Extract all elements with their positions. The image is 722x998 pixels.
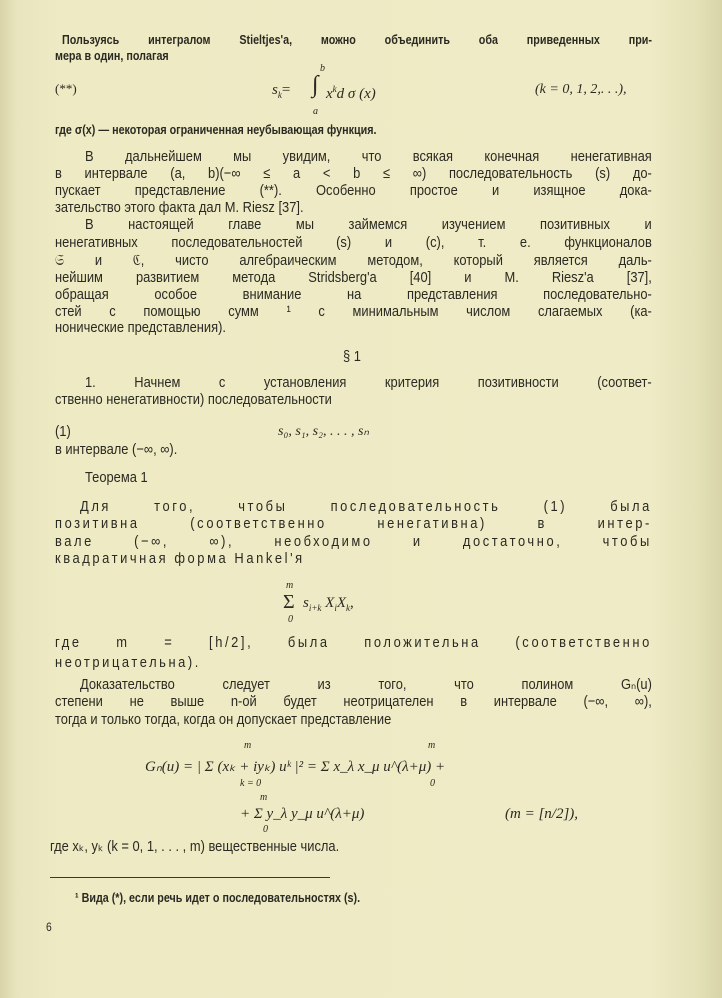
text-line: обращая особое внимание на представления последовательно-	[55, 286, 652, 303]
formula-lhs-sub: k	[277, 90, 282, 100]
sum-lower: 0	[288, 614, 293, 625]
theorem-title: Теорема 1	[85, 469, 148, 486]
sum-upper: m	[286, 580, 294, 591]
text-line: 𝔖 и ℭ, чисто алгебраическим методом, который является даль-	[55, 252, 652, 269]
text-line: ственно ненегативности) последовательности	[55, 391, 332, 408]
formula-rest: d σ (x)	[336, 86, 376, 102]
sum-var: X	[336, 595, 347, 611]
text-line: В настоящей главе мы займемся изучением позитивных и	[85, 216, 652, 233]
page-number: 6	[46, 920, 52, 934]
sum-lower: 0	[430, 778, 435, 789]
equation-label: (**)	[55, 81, 77, 96]
text-line: пускает представление (**). Особенно простое и изящное дока-	[55, 182, 652, 199]
intro-line: где σ(x) — некоторая ограниченная неубывающая функция.	[55, 123, 377, 137]
footnote: ¹ Вида (*), если речь идет о последовательностях (s).	[75, 891, 361, 905]
text-line: степени не выше n-ой будет неотрицателен в интервале (−∞, ∞),	[55, 693, 652, 710]
formula-condition: (m = [n/2]),	[505, 806, 579, 822]
sum-term-sub: i+k	[308, 603, 322, 613]
text-line: ненегативных последовательностей (s) и (c), т. е. функционалов	[55, 234, 652, 251]
sum-var-sub: k	[346, 603, 351, 613]
text-line: где m = [h/2], была положительна (соответственно	[55, 634, 652, 651]
sigma-sign: Σ	[283, 591, 295, 613]
text-line: зательство этого факта дал M. Riesz [37].	[55, 199, 304, 216]
formula-sup: k	[332, 84, 337, 94]
formula-eq: =	[281, 82, 291, 98]
sum-lower: 0	[263, 824, 268, 835]
sum-upper: m	[260, 792, 268, 803]
sequence-formula: s₀, s₁, s₂, . . . , sₙ	[278, 424, 369, 439]
text-line: неотрицательна).	[55, 654, 201, 671]
text-line: Доказательство следует из того, что полином Gₙ(u)	[80, 676, 652, 693]
text-line: нейшим развитием метода Stridsberg'a [40] и M. Riesz'a [37],	[55, 269, 652, 286]
integral-upper-limit: b	[320, 63, 325, 74]
intro-line: Пользуясь интегралом Stieltjes'a, можно объединить оба приведенных при-	[62, 33, 652, 47]
text-line: стей с помощью сумм ¹ с минимальным числом слагаемых (ка-	[55, 303, 652, 320]
text-line: где xₖ, yₖ (k = 0, 1, . . . , m) вещественные числа.	[50, 838, 340, 855]
text-line: 1. Начнем с установления критерия позитивности (соответ-	[85, 374, 652, 391]
text-line: в интервале (−∞, ∞).	[55, 441, 178, 458]
formula-range: (k = 0, 1, 2,. . .),	[535, 82, 627, 97]
section-heading: § 1	[343, 348, 361, 365]
text-line: квадратичная форма Hankel'я	[55, 550, 305, 567]
formula-body: x	[326, 86, 333, 102]
sum-var: X	[325, 595, 335, 611]
text-line: Для того, чтобы последовательность (1) была	[80, 498, 652, 515]
sum-upper: m	[428, 740, 436, 751]
integral-lower-limit: a	[313, 106, 318, 117]
footnote-divider	[50, 877, 330, 878]
formula-lhs: s	[272, 82, 278, 98]
integral-sign: ∫	[312, 72, 319, 98]
intro-line: мера в один, полагая	[55, 49, 169, 63]
polynomial-formula-continued: + Σ y_λ y_μ u^(λ+μ)	[240, 806, 365, 822]
sum-var-sub: i	[334, 603, 337, 613]
text-line: в интервале (a, b)(−∞ ≤ a < b ≤ ∞) последовательность (s) до-	[55, 165, 652, 182]
sum-lower: k = 0	[240, 778, 262, 789]
sum-comma: ,	[350, 595, 354, 611]
text-line: вале (−∞, ∞), необходимо и достаточно, чтобы	[55, 533, 652, 550]
polynomial-formula: Gₙ(u) = | Σ (xₖ + iyₖ) uᵏ |² = Σ x_λ x_μ u^(λ+μ) +	[145, 759, 446, 775]
text-line: нонические представления).	[55, 319, 227, 336]
sum-term: s	[303, 595, 309, 611]
text-line: тогда и только тогда, когда он допускает представление	[55, 711, 392, 728]
text-line: позитивна (соответственно ненегативна) в интер-	[55, 515, 652, 532]
equation-label: (1)	[55, 423, 71, 440]
text-line: В дальнейшем мы увидим, что всякая конечная ненегативная	[85, 148, 652, 165]
sum-upper: m	[244, 740, 252, 751]
